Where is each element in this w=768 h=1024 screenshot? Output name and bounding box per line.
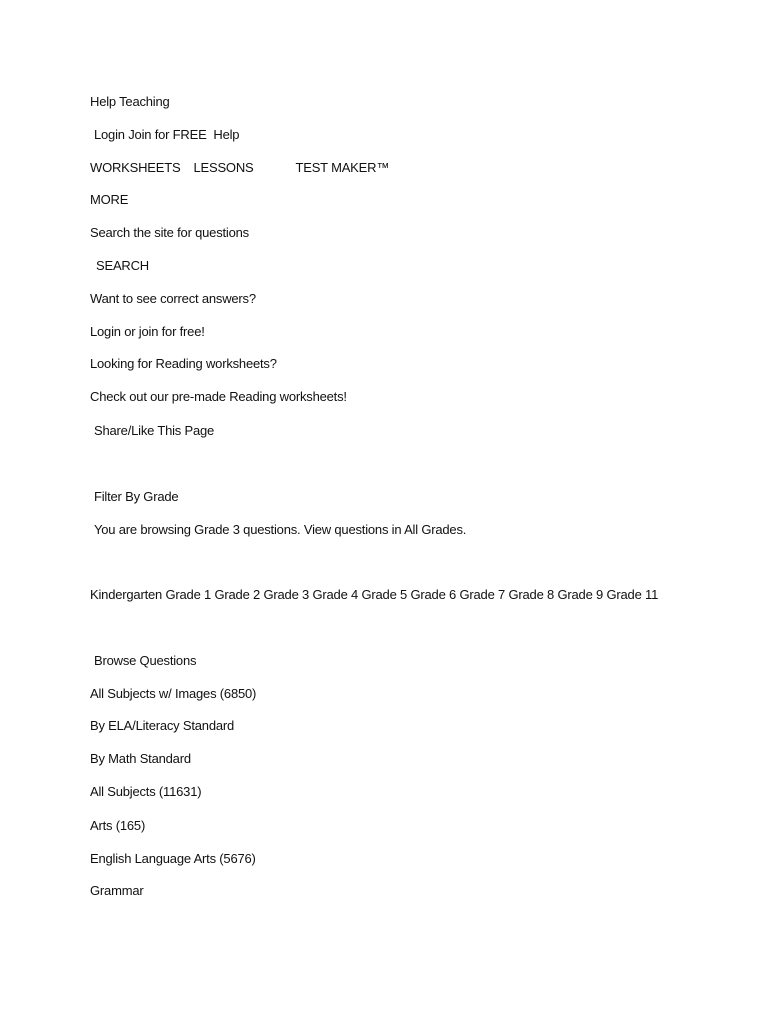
grade-link-7[interactable]: Grade 7 — [459, 587, 506, 602]
grade-link-kindergarten[interactable]: Kindergarten — [90, 587, 163, 602]
help-link[interactable]: Help — [213, 127, 240, 142]
browse-item[interactable]: By ELA/Literacy Standard — [90, 718, 235, 733]
answers-question: Want to see correct answers? — [90, 291, 256, 306]
nav-worksheets[interactable]: WORKSHEETS — [90, 160, 181, 175]
grade-link-2[interactable]: Grade 2 — [214, 587, 261, 602]
nav-test-maker[interactable]: TEST MAKER™ — [295, 160, 390, 175]
grade-link-5[interactable]: Grade 5 — [361, 587, 408, 602]
browse-item[interactable]: Arts (165) — [90, 818, 146, 833]
reading-question: Looking for Reading worksheets? — [90, 356, 277, 371]
grade-link-11[interactable]: Grade 11 — [606, 587, 659, 602]
reading-worksheets-link[interactable]: Check out our pre-made Reading worksheets! — [90, 389, 347, 404]
browsing-text: You are browsing Grade 3 questions. View questions in All Grades. — [94, 522, 467, 537]
grade-link-8[interactable]: Grade 8 — [508, 587, 555, 602]
grade-link-3[interactable]: Grade 3 — [263, 587, 310, 602]
main-nav-row — [90, 160, 389, 176]
grade-link-1[interactable]: Grade 1 — [165, 587, 212, 602]
grade-link-9[interactable]: Grade 9 — [557, 587, 604, 602]
grade-link-6[interactable]: Grade 6 — [410, 587, 457, 602]
browse-heading: Browse Questions — [94, 653, 197, 668]
browse-item[interactable]: Grammar — [90, 883, 144, 898]
browse-item[interactable]: English Language Arts (5676) — [90, 851, 256, 866]
browse-item[interactable]: All Subjects w/ Images (6850) — [90, 686, 257, 701]
search-button[interactable]: SEARCH — [96, 258, 149, 273]
top-links-row — [94, 127, 239, 143]
share-like-link[interactable]: Share/Like This Page — [94, 423, 215, 438]
grade-link-4[interactable]: Grade 4 — [312, 587, 359, 602]
grade-list — [90, 587, 658, 603]
site-title[interactable]: Help Teaching — [90, 94, 170, 109]
nav-more[interactable]: MORE — [90, 192, 129, 207]
login-link[interactable]: Login — [94, 127, 125, 142]
login-join-link[interactable]: Login or join for free! — [90, 324, 205, 339]
search-prompt: Search the site for questions — [90, 225, 249, 240]
nav-lessons[interactable]: LESSONS — [193, 160, 254, 175]
browse-item[interactable]: All Subjects (11631) — [90, 784, 202, 799]
join-free-link[interactable]: Join for FREE — [128, 127, 207, 142]
browse-item[interactable]: By Math Standard — [90, 751, 191, 766]
filter-heading: Filter By Grade — [94, 489, 179, 504]
